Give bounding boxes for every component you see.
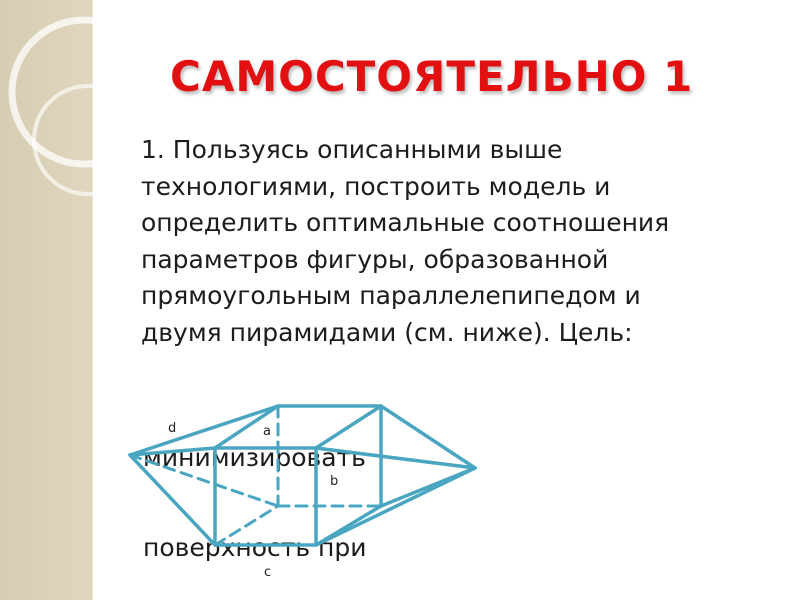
slide-title: САМОСТОЯТЕЛЬНО 1: [170, 52, 694, 101]
goal-text-minimize: минимизировать: [143, 443, 366, 472]
label-d: d: [168, 421, 177, 436]
hidden-edge-bottom-left: [215, 506, 278, 545]
task-line: двумя пирамидами (см. ниже). Цель:: [141, 317, 633, 347]
task-line: 1. Пользуясь описанными выше: [141, 135, 563, 164]
task-line: прямоугольным параллелепипедом и: [141, 281, 641, 310]
task-line: технологиями, построить модель и: [141, 171, 611, 201]
task-line: определить оптимальные соотношения: [141, 208, 670, 237]
label-c: c: [264, 565, 272, 580]
label-a: a: [263, 424, 271, 439]
label-b: b: [330, 474, 339, 489]
right-apex-edge-back: [381, 468, 475, 506]
task-line: параметров фигуры, образованной: [141, 244, 609, 274]
edge-top-right: [316, 406, 381, 448]
goal-text-surface: поверхность при: [143, 533, 367, 562]
